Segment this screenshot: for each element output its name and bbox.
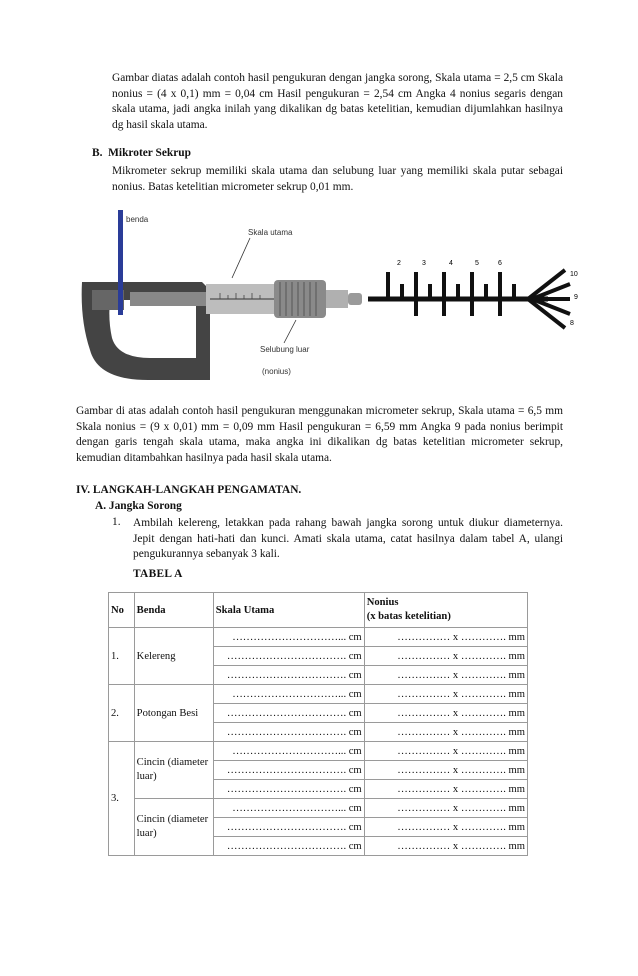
tick-main-2: 2 bbox=[397, 260, 401, 267]
cell-skala[interactable]: ……………………………. cm bbox=[213, 704, 364, 723]
cell-skala[interactable]: …………………………... cm bbox=[213, 742, 364, 761]
tick-main-5: 5 bbox=[475, 260, 479, 267]
cell-skala[interactable]: …………………………... cm bbox=[213, 628, 364, 647]
row-no-1: 1. bbox=[109, 628, 135, 685]
label-selubung-luar: Selubung luar bbox=[260, 345, 310, 354]
label-nonius: (nonius) bbox=[262, 367, 291, 376]
cell-nonius[interactable]: …………… x …………. mm bbox=[364, 723, 527, 742]
step-1-text: Ambilah kelereng, letakkan pada rahang bawah jangka sorong untuk diukur diameternya. Jepit dengan hati-hati dan kunci. Amati skala utama, catat hasilnya dalam tabel A, ulangi pengukurannya sebanyak 3 kali. bbox=[133, 517, 563, 560]
cell-nonius[interactable]: …………… x …………. mm bbox=[364, 837, 527, 856]
cell-skala[interactable]: …………………………... cm bbox=[213, 685, 364, 704]
tick-main-3: 3 bbox=[422, 260, 426, 267]
row-no-2: 2. bbox=[109, 685, 135, 742]
header-nonius-line2: (x batas ketelitian) bbox=[366, 611, 451, 622]
tick-nonius-8: 8 bbox=[570, 320, 574, 327]
row-benda-potongan-besi: Potongan Besi bbox=[134, 685, 213, 742]
section-b-heading bbox=[92, 147, 191, 159]
header-nonius-line1: Nonius bbox=[366, 597, 399, 608]
cell-nonius[interactable]: …………… x …………. mm bbox=[364, 666, 527, 685]
micrometer-figure bbox=[70, 200, 590, 395]
table-row bbox=[109, 799, 528, 818]
tick-nonius-9: 9 bbox=[574, 294, 578, 301]
cell-nonius[interactable]: …………… x …………. mm bbox=[364, 818, 527, 837]
label-skala-utama: Skala utama bbox=[248, 228, 293, 237]
scale-diagram bbox=[368, 270, 570, 328]
step-1-number: 1. bbox=[112, 516, 121, 528]
section-iv-heading: IV. LANGKAH-LANGKAH PENGAMATAN. bbox=[76, 484, 302, 496]
cell-nonius[interactable]: …………… x …………. mm bbox=[364, 704, 527, 723]
tick-main-4: 4 bbox=[449, 260, 453, 267]
row-benda-cincin-b: Cincin (diameter luar) bbox=[134, 799, 213, 856]
section-a-heading: A. Jangka Sorong bbox=[95, 500, 182, 512]
tick-main-6: 6 bbox=[498, 260, 502, 267]
header-skala-utama: Skala Utama bbox=[213, 593, 364, 628]
table-header-row bbox=[109, 593, 528, 628]
cell-nonius[interactable]: …………… x …………. mm bbox=[364, 647, 527, 666]
row-benda-kelereng: Kelereng bbox=[134, 628, 213, 685]
row-benda-cincin-a: Cincin (diameter luar) bbox=[134, 742, 213, 799]
row-no-3: 3. bbox=[109, 742, 135, 856]
paragraph-micrometer: Gambar di atas adalah contoh hasil pengukuran menggunakan micrometer sekrup, Skala utama = 6,5 mm Skala nonius = (9 x 0,01) mm = 0,09 mm Hasil pengukuran = 6,59 mm Angka 9 pada nonius berimpit dengan garis tengah skala utama, maka angka ini dikalikan dg batas ketelitian micrometer sekrup, kemudian ditambahkan hasilnya pada hasil skala utama. bbox=[76, 405, 563, 464]
section-b-label: B. bbox=[92, 147, 103, 159]
table-a bbox=[108, 592, 528, 856]
section-b-text: Mikrometer sekrup memiliki skala utama dan selubung luar yang memiliki skala putar sebagai nonius. Batas ketelitian micrometer sekrup 0,01 mm. bbox=[112, 165, 563, 193]
cell-nonius[interactable]: …………… x …………. mm bbox=[364, 761, 527, 780]
table-row bbox=[109, 685, 528, 704]
cell-skala[interactable]: ……………………………. cm bbox=[213, 780, 364, 799]
cell-skala[interactable]: …………………………... cm bbox=[213, 799, 364, 818]
table-row bbox=[109, 742, 528, 761]
header-nonius bbox=[364, 593, 527, 628]
header-no: No bbox=[109, 593, 135, 628]
cell-nonius[interactable]: …………… x …………. mm bbox=[364, 799, 527, 818]
table-title: TABEL A bbox=[133, 568, 183, 580]
benda-rod bbox=[118, 210, 123, 315]
cell-skala[interactable]: ……………………………. cm bbox=[213, 837, 364, 856]
thimble bbox=[274, 280, 326, 318]
label-benda: benda bbox=[126, 215, 149, 224]
cell-skala[interactable]: ……………………………. cm bbox=[213, 723, 364, 742]
cell-skala[interactable]: ……………………………. cm bbox=[213, 761, 364, 780]
cell-nonius[interactable]: …………… x …………. mm bbox=[364, 685, 527, 704]
cell-nonius[interactable]: …………… x …………. mm bbox=[364, 742, 527, 761]
paragraph-jangka-sorong: Gambar diatas adalah contoh hasil pengukuran dengan jangka sorong, Skala utama = 2,5 cm Skala nonius = (4 x 0,1) mm = 0,04 cm Hasil pengukuran = 2,54 cm Angka 4 nonius segaris dengan skala utama, jadi angka inilah yang dikalikan dg batas ketelitian, kemudian dijumlahkan hasilnya dg hasil skala utama. bbox=[112, 72, 563, 131]
cell-nonius[interactable]: …………… x …………. mm bbox=[364, 780, 527, 799]
cell-skala[interactable]: ……………………………. cm bbox=[213, 818, 364, 837]
section-b-title: Mikroter Sekrup bbox=[108, 147, 191, 159]
table-row bbox=[109, 628, 528, 647]
tick-nonius-10: 10 bbox=[570, 271, 578, 278]
cell-skala[interactable]: ……………………………. cm bbox=[213, 647, 364, 666]
header-benda: Benda bbox=[134, 593, 213, 628]
cell-nonius[interactable]: …………… x …………. mm bbox=[364, 628, 527, 647]
cell-skala[interactable]: ……………………………. cm bbox=[213, 666, 364, 685]
